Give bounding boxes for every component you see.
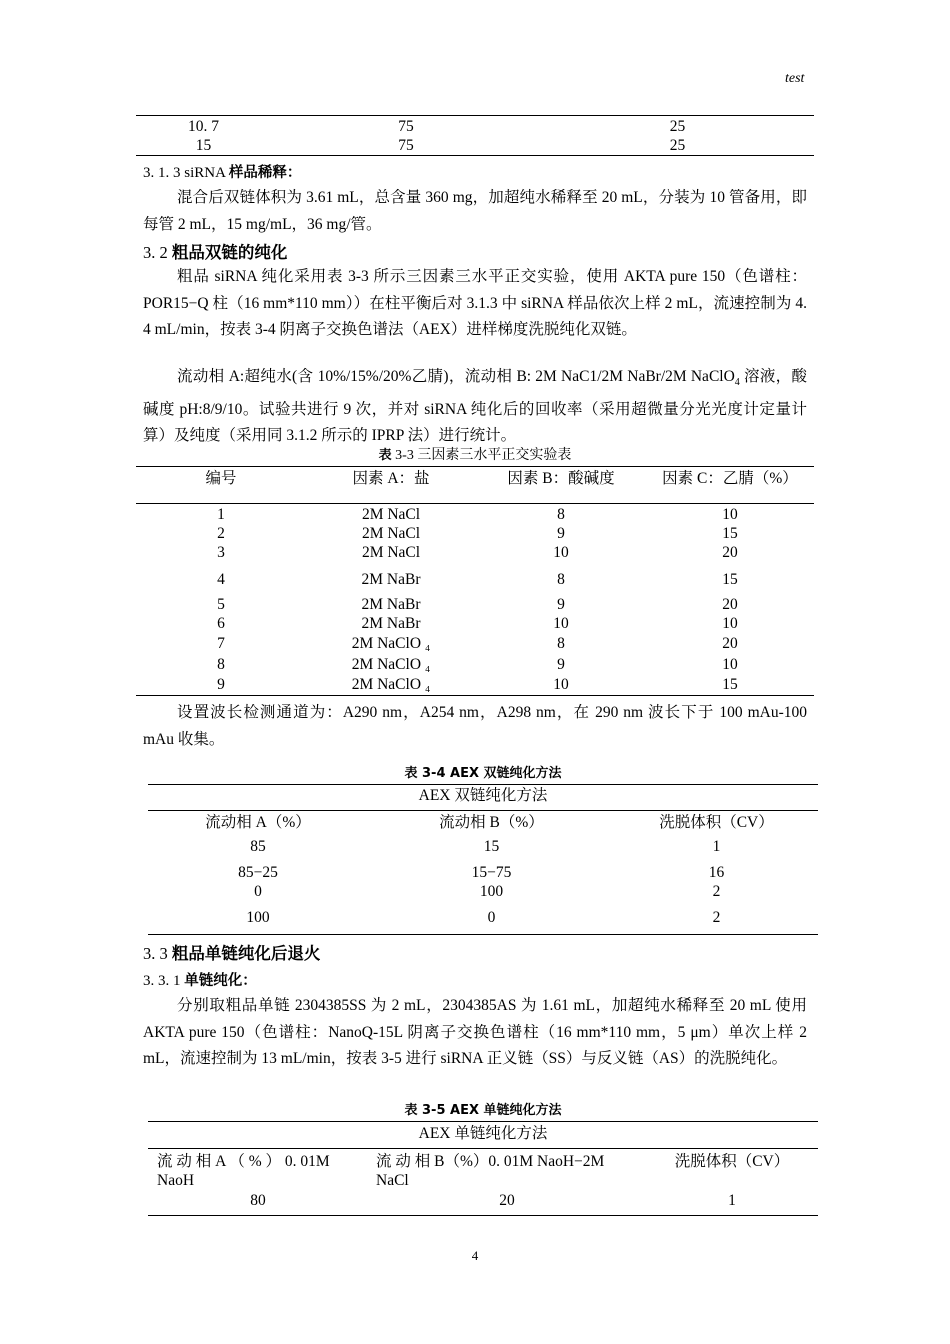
table-cell: 10 — [722, 615, 738, 632]
table-cell: 2M NaClO ₄ — [351, 675, 431, 693]
table-row — [136, 633, 814, 654]
section-number: 3. 2 — [143, 243, 168, 262]
table-row — [136, 543, 814, 570]
top-table-rule-bottom — [136, 155, 814, 156]
caption-text: 表 3-5 AEX 单链纯化方法 — [404, 1103, 562, 1118]
table-3-4-rule-mid — [148, 810, 818, 811]
section-title: 单链纯化： — [184, 973, 257, 989]
column-header-line: 流 动 相 A （ % ） 0. 01M — [157, 1153, 330, 1170]
table-3-5-caption — [148, 1099, 818, 1119]
table-3-5-header-c: 洗脱体积（CV） — [674, 1153, 790, 1170]
table-cell: 25 — [669, 118, 686, 135]
section-title: 样品稀释： — [228, 165, 302, 181]
table-cell: 15 — [483, 838, 500, 855]
table-cell: 15 — [195, 137, 212, 154]
table-cell: 3 — [217, 544, 225, 561]
wavelength-paragraph: 设置波长检测通道为：A290 nm，A254 nm，A298 nm，在 290 nm 波长下于 100 mAu-100 mAu 收集。 — [143, 704, 807, 748]
column-header-line: 流 动 相 B（%）0. 01M NaoH−2M — [376, 1153, 605, 1170]
section-3-3-1-body: 分别取粗品单链 2304385SS 为 2 mL，2304385AS 为 1.61 mL，加超纯水稀释至 20 mL 使用 AKTA pure 150（色谱柱：NanoQ-15L 阴离子交换色谱柱（16 mm*110 mm，5 μm）单次上样 2 mL，流速控制为 13 mL/min，按表 3-5 进行 siRNA 正义链（SS）与反义链（AS）的洗脱纯化。 — [143, 997, 807, 1067]
caption-prefix: 表 — [378, 448, 392, 463]
column-header-line: NaCl — [376, 1172, 409, 1189]
column-header: 因素 C：乙腈（%） — [662, 470, 798, 487]
table-cell: 7 — [217, 635, 225, 652]
table-row — [136, 595, 814, 614]
caption-text: 表 3-4 AEX 双链纯化方法 — [404, 766, 562, 781]
table-cell: 0 — [487, 909, 496, 926]
section-number: 3. 3 — [143, 944, 168, 963]
table-3-5-rule-mid — [148, 1148, 818, 1149]
table-cell: 20 — [722, 596, 738, 613]
table-3-3-caption — [136, 444, 814, 464]
table-cell: 5 — [217, 596, 225, 613]
paragraph-text: 溶液，酸碱度 pH:8/9/10。试验共进行 9 次，并对 siRNA 纯化后的回收率（采用超微量分光光度计定量计算）及纯度（采用同 3.1.2 所示的 IPRP 法）进行统计。 — [143, 368, 807, 445]
table-3-5-header-b — [376, 1152, 646, 1190]
table-cell: 9 — [557, 596, 565, 613]
section-3-2-paragraph-1: 粗品 siRNA 纯化采用表 3-3 所示三因素三水平正交实验，使用 AKTA pure 150（色谱柱：POR15−Q 柱（16 mm*110 mm））在柱平衡后对 3.1.3 中 siRNA 样品依次上样 2 mL，流速控制为 4. 4 mL/min，按表 3-4 阴离子交换色谱法（AEX）进样梯度洗脱纯化双链。 — [143, 268, 807, 338]
section-3-3-1-heading — [143, 969, 257, 990]
table-cell: 100 — [479, 883, 504, 900]
table-cell: 9 — [557, 655, 565, 673]
table-cell: 1 — [217, 506, 225, 523]
table-cell: 4 — [217, 571, 225, 588]
table-cell: 2 — [712, 883, 721, 900]
table-cell: 20 — [722, 635, 738, 652]
table-3-3-body — [136, 505, 814, 694]
table-cell: 2M NaBr — [361, 596, 421, 613]
column-header: 因素 A：盐 — [352, 470, 430, 487]
table-row — [136, 136, 814, 155]
table-row — [136, 614, 814, 633]
table-cell: 10 — [553, 615, 569, 632]
table-row — [148, 837, 818, 863]
table-3-3-rule-mid — [136, 503, 814, 504]
table-3-5-body — [148, 1191, 818, 1210]
section-title: 粗品双链的纯化 — [171, 243, 288, 262]
table-cell: 9 — [557, 525, 565, 542]
top-table-rule-top — [136, 115, 814, 116]
table-cell: 25 — [669, 137, 686, 154]
table-cell: 80 — [250, 1192, 266, 1209]
table-header-row — [136, 469, 814, 488]
table-header-row — [148, 813, 818, 837]
table-cell: 8 — [557, 635, 565, 652]
section-3-2-paragraph-2 — [143, 364, 807, 450]
section-3-3-heading — [143, 940, 320, 964]
paragraph-text: 流动相 A:超纯水(含 10%/15%/20%乙腈)，流动相 B: 2M NaC1/2M NaBr/2M NaClO — [177, 368, 735, 385]
table-3-4-title: AEX 双链纯化方法 — [418, 787, 548, 804]
table-cell: 0 — [254, 883, 262, 900]
section-number: 3. 3. 1 — [143, 973, 181, 989]
table-cell: 100 — [246, 909, 270, 926]
table-cell: 20 — [722, 544, 738, 561]
section-3-2-heading — [143, 239, 287, 263]
table-3-5-rule-top — [148, 1121, 818, 1122]
column-header: 编号 — [205, 470, 237, 487]
table-row — [136, 505, 814, 524]
section-3-1-3-heading — [143, 161, 301, 182]
column-header: 流动相 A（%） — [205, 814, 311, 831]
table-cell: 10 — [553, 675, 569, 693]
table-cell: 8 — [217, 655, 225, 673]
table-cell: 2 — [712, 909, 721, 926]
column-header: 流动相 B（%） — [439, 814, 544, 831]
table-cell: 15 — [722, 675, 738, 693]
table-cell: 2M NaCl — [361, 506, 421, 523]
table-cell: 75 — [398, 118, 414, 135]
table-cell: 1 — [712, 838, 721, 855]
table-row — [148, 882, 818, 908]
section-title: 粗品单链纯化后退火 — [171, 944, 321, 963]
table-cell: 2M NaBr — [361, 615, 421, 632]
table-cell: 85 — [250, 838, 266, 855]
table-row — [136, 654, 814, 674]
table-cell: 20 — [499, 1192, 515, 1209]
table-cell: 9 — [217, 675, 225, 693]
table-cell: 16 — [708, 864, 725, 881]
table-row — [148, 908, 818, 929]
table-cell: 15 — [722, 525, 738, 542]
table-3-3-rule-top — [136, 466, 814, 467]
table-row — [136, 117, 814, 136]
section-number: 3. 1. 3 — [143, 165, 181, 181]
table-cell: 75 — [398, 137, 414, 154]
table-3-4-rule-bottom — [148, 934, 818, 935]
table-cell: 2M NaBr — [361, 571, 421, 588]
section-title-latin: siRNA — [184, 165, 226, 181]
running-header: test — [785, 71, 805, 86]
table-row — [148, 1191, 818, 1210]
table-cell: 2 — [217, 525, 225, 542]
table-cell: 8 — [557, 571, 565, 588]
table-cell: 1 — [728, 1192, 736, 1209]
table-3-4-rule-top — [148, 784, 818, 785]
table-3-4-body — [148, 813, 818, 929]
table-row — [136, 570, 814, 595]
table-cell: 2M NaCl — [361, 544, 421, 561]
table-cell: 2M NaClO ₄ — [351, 655, 431, 673]
table-cell: 10 — [722, 655, 738, 673]
column-header: 因素 B：酸碱度 — [507, 470, 615, 487]
table-3-3-header — [136, 469, 814, 488]
table-row — [136, 524, 814, 543]
subscript: 4 — [734, 377, 740, 389]
table-cell: 2M NaCl — [361, 525, 421, 542]
table-3-5-title: AEX 单链纯化方法 — [418, 1125, 548, 1142]
table-cell: 10 — [553, 544, 569, 561]
table-row — [148, 863, 818, 882]
table-cell: 10 — [722, 506, 738, 523]
table-cell: 8 — [557, 506, 565, 523]
table-3-3-rule-bottom — [136, 695, 814, 696]
table-cell: 6 — [217, 615, 225, 632]
caption-text: 3-3 三因素三水平正交实验表 — [391, 448, 572, 463]
table-cell: 2M NaClO ₄ — [351, 635, 431, 652]
section-3-1-3-body: 混合后双链体积为 3.61 mL，总含量 360 mg，加超纯水稀释至 20 mL，分装为 10 管备用，即每管 2 mL，15 mg/mL，36 mg/管。 — [143, 189, 807, 233]
table-3-5-header-a — [157, 1152, 369, 1190]
table-cell: 15 — [722, 571, 738, 588]
table-3-5-rule-bottom — [148, 1215, 818, 1216]
column-header: 洗脱体积（CV） — [659, 814, 774, 831]
table-cell: 85−25 — [238, 864, 278, 881]
table-cell: 15−75 — [471, 864, 512, 881]
page-number: 4 — [471, 1248, 479, 1263]
table-row — [136, 674, 814, 694]
table-3-4-caption — [148, 762, 818, 782]
table-cell: 10. 7 — [188, 118, 219, 135]
column-header-line: NaoH — [157, 1172, 195, 1189]
top-table — [136, 117, 814, 155]
